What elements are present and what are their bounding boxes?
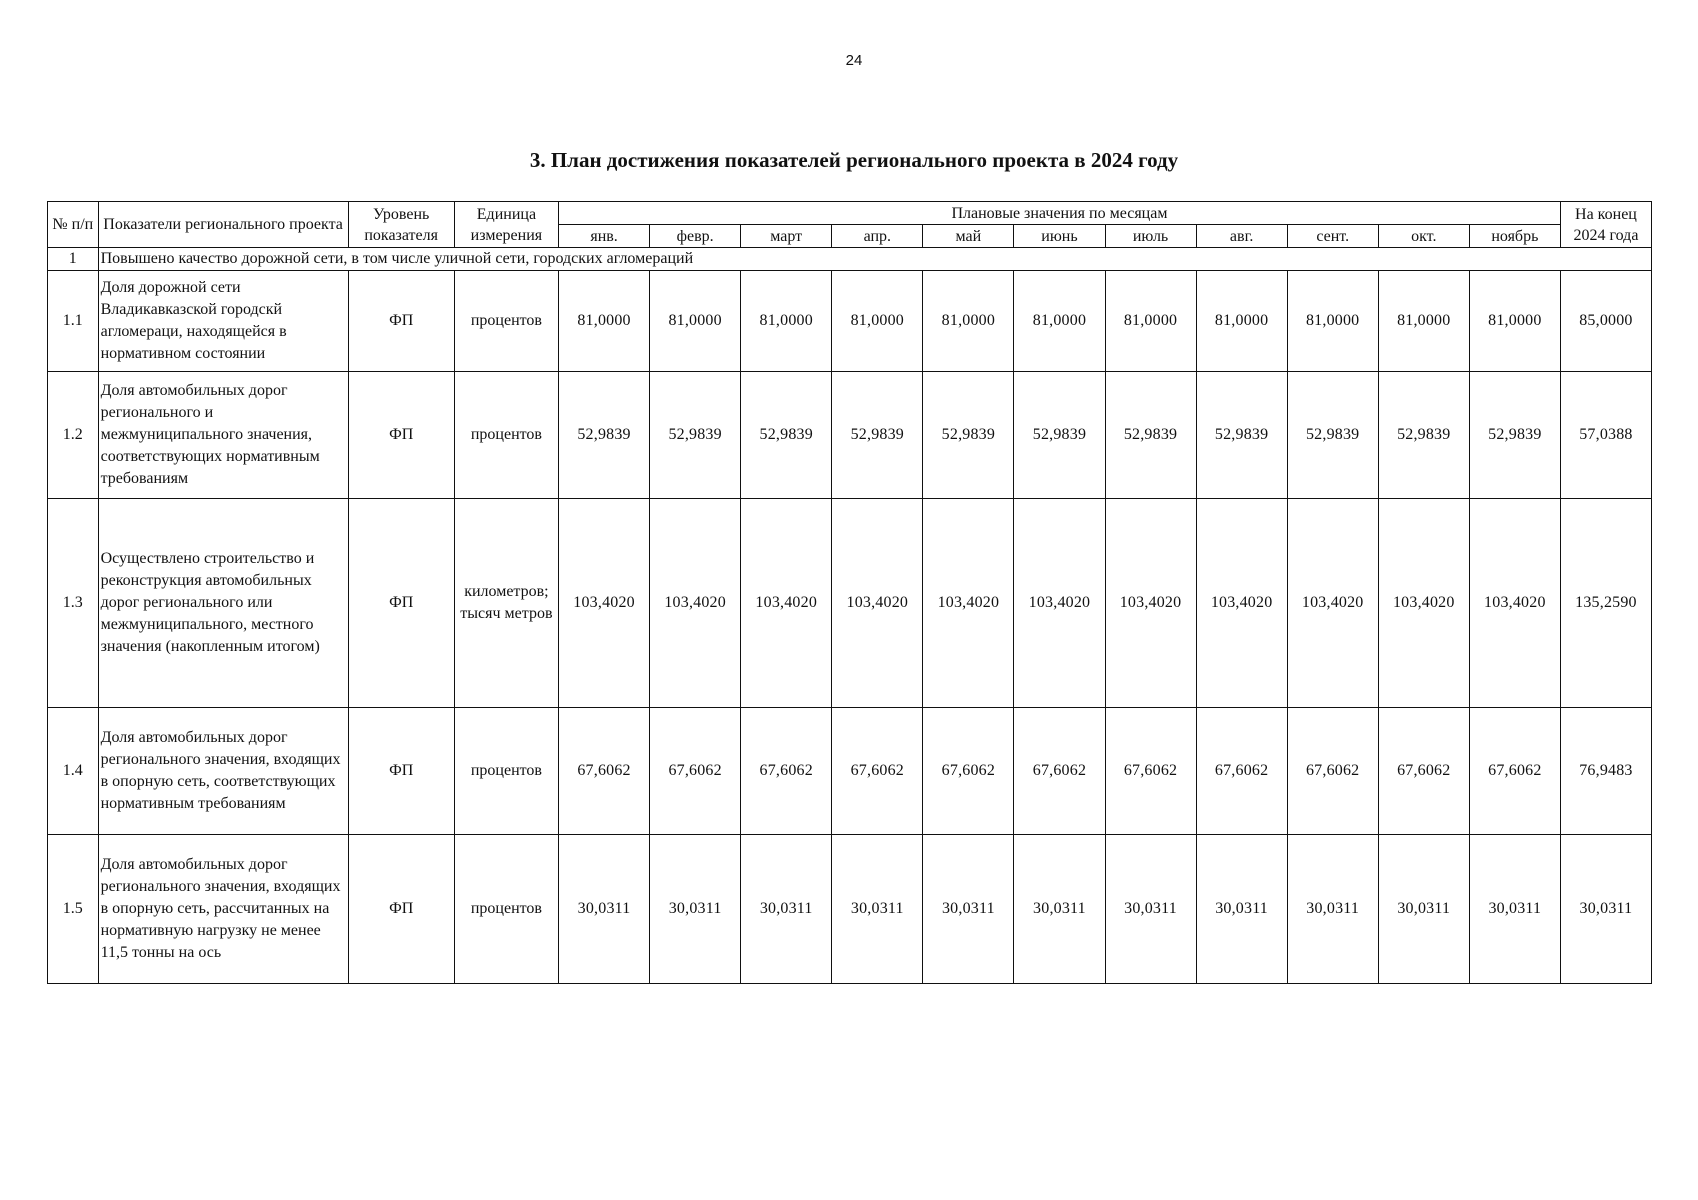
end-of-year-value: 30,0311 <box>1560 835 1651 984</box>
table-row <box>48 708 1652 835</box>
month-value: 103,4020 <box>1287 499 1378 708</box>
month-value: 103,4020 <box>559 499 650 708</box>
month-value: 103,4020 <box>1105 499 1196 708</box>
month-header: сент. <box>1287 225 1378 248</box>
month-header: март <box>741 225 832 248</box>
indicator-name: Осуществлено строительство и реконструкция автомобильных дорог регионального или межмуниципального, местного значения (накопленным итогом) <box>98 499 348 708</box>
month-value: 67,6062 <box>1105 708 1196 835</box>
month-value: 30,0311 <box>1196 835 1287 984</box>
month-header: ноябрь <box>1469 225 1560 248</box>
indicator-unit: километров; тысяч метров <box>454 499 558 708</box>
month-value: 81,0000 <box>1105 271 1196 372</box>
month-header: февр. <box>650 225 741 248</box>
month-value: 81,0000 <box>741 271 832 372</box>
month-value: 30,0311 <box>650 835 741 984</box>
month-value: 52,9839 <box>1014 372 1105 499</box>
month-value: 103,4020 <box>1196 499 1287 708</box>
month-value: 81,0000 <box>923 271 1014 372</box>
month-value: 30,0311 <box>1105 835 1196 984</box>
month-header: июнь <box>1014 225 1105 248</box>
month-value: 67,6062 <box>650 708 741 835</box>
month-value: 103,4020 <box>832 499 923 708</box>
indicator-name: Доля дорожной сети Владикавказской городскй агломераци, находящейся в нормативном состоянии <box>98 271 348 372</box>
indicator-level: ФП <box>348 271 454 372</box>
end-of-year-value: 76,9483 <box>1560 708 1651 835</box>
end-of-year-value: 85,0000 <box>1560 271 1651 372</box>
month-value: 103,4020 <box>923 499 1014 708</box>
month-value: 52,9839 <box>923 372 1014 499</box>
plan-table <box>47 201 1652 984</box>
month-value: 30,0311 <box>1287 835 1378 984</box>
month-value: 103,4020 <box>741 499 832 708</box>
month-value: 81,0000 <box>1378 271 1469 372</box>
section-row <box>48 248 1652 271</box>
month-value: 81,0000 <box>1287 271 1378 372</box>
month-value: 67,6062 <box>559 708 650 835</box>
end-of-year-value: 135,2590 <box>1560 499 1651 708</box>
month-value: 67,6062 <box>1287 708 1378 835</box>
header-unit: Единица измерения <box>454 202 558 248</box>
month-value: 52,9839 <box>1378 372 1469 499</box>
row-num: 1.4 <box>48 708 99 835</box>
month-header: апр. <box>832 225 923 248</box>
month-value: 67,6062 <box>1196 708 1287 835</box>
month-value: 30,0311 <box>923 835 1014 984</box>
month-header: май <box>923 225 1014 248</box>
table-row <box>48 271 1652 372</box>
month-value: 67,6062 <box>1469 708 1560 835</box>
month-value: 81,0000 <box>650 271 741 372</box>
month-value: 67,6062 <box>741 708 832 835</box>
row-num: 1.1 <box>48 271 99 372</box>
table-row <box>48 835 1652 984</box>
month-value: 30,0311 <box>1378 835 1469 984</box>
month-value: 52,9839 <box>832 372 923 499</box>
page-number: 24 <box>845 52 863 69</box>
indicator-level: ФП <box>348 708 454 835</box>
header-level: Уровень показателя <box>348 202 454 248</box>
month-value: 52,9839 <box>1196 372 1287 499</box>
month-value: 103,4020 <box>1469 499 1560 708</box>
table-row <box>48 372 1652 499</box>
indicator-level: ФП <box>348 835 454 984</box>
indicator-unit: процентов <box>454 708 558 835</box>
month-header: окт. <box>1378 225 1469 248</box>
row-num: 1.2 <box>48 372 99 499</box>
indicator-unit: процентов <box>454 835 558 984</box>
month-value: 81,0000 <box>1469 271 1560 372</box>
section-num: 1 <box>48 248 99 271</box>
month-value: 52,9839 <box>1105 372 1196 499</box>
month-value: 30,0311 <box>832 835 923 984</box>
indicator-level: ФП <box>348 372 454 499</box>
month-value: 81,0000 <box>1196 271 1287 372</box>
month-value: 52,9839 <box>559 372 650 499</box>
month-value: 103,4020 <box>1378 499 1469 708</box>
month-value: 81,0000 <box>1014 271 1105 372</box>
table-row <box>48 499 1652 708</box>
header-planned-values: Плановые значения по месяцам <box>559 202 1561 225</box>
indicator-unit: процентов <box>454 372 558 499</box>
month-value: 67,6062 <box>832 708 923 835</box>
month-value: 30,0311 <box>741 835 832 984</box>
month-value: 67,6062 <box>923 708 1014 835</box>
end-of-year-value: 57,0388 <box>1560 372 1651 499</box>
header-end-of-year: На конец 2024 года <box>1560 202 1651 248</box>
month-value: 103,4020 <box>650 499 741 708</box>
month-value: 81,0000 <box>832 271 923 372</box>
section-title: Повышено качество дорожной сети, в том числе уличной сети, городских агломераций <box>98 248 1651 271</box>
month-value: 52,9839 <box>1469 372 1560 499</box>
document-title: 3. План достижения показателей регионального проекта в 2024 году <box>529 148 1179 172</box>
month-value: 67,6062 <box>1014 708 1105 835</box>
month-value: 52,9839 <box>650 372 741 499</box>
month-value: 81,0000 <box>559 271 650 372</box>
row-num: 1.3 <box>48 499 99 708</box>
month-value: 67,6062 <box>1378 708 1469 835</box>
header-row-1 <box>48 202 1652 225</box>
month-value: 103,4020 <box>1014 499 1105 708</box>
month-value: 52,9839 <box>741 372 832 499</box>
indicator-unit: процентов <box>454 271 558 372</box>
month-header: авг. <box>1196 225 1287 248</box>
indicator-name: Доля автомобильных дорог регионального значения, входящих в опорную сеть, рассчитанных на нормативную нагрузку не менее 11,5 тонны на ось <box>98 835 348 984</box>
month-value: 52,9839 <box>1287 372 1378 499</box>
month-value: 30,0311 <box>1469 835 1560 984</box>
indicator-level: ФП <box>348 499 454 708</box>
month-value: 30,0311 <box>1014 835 1105 984</box>
header-indicator: Показатели регионального проекта <box>98 202 348 248</box>
month-header: янв. <box>559 225 650 248</box>
header-num: № п/п <box>48 202 99 248</box>
month-header: июль <box>1105 225 1196 248</box>
row-num: 1.5 <box>48 835 99 984</box>
indicator-name: Доля автомобильных дорог регионального и межмуниципального значения, соответствующих нормативным требованиям <box>98 372 348 499</box>
month-value: 30,0311 <box>559 835 650 984</box>
indicator-name: Доля автомобильных дорог регионального значения, входящих в опорную сеть, соответствующих нормативным требованиям <box>98 708 348 835</box>
